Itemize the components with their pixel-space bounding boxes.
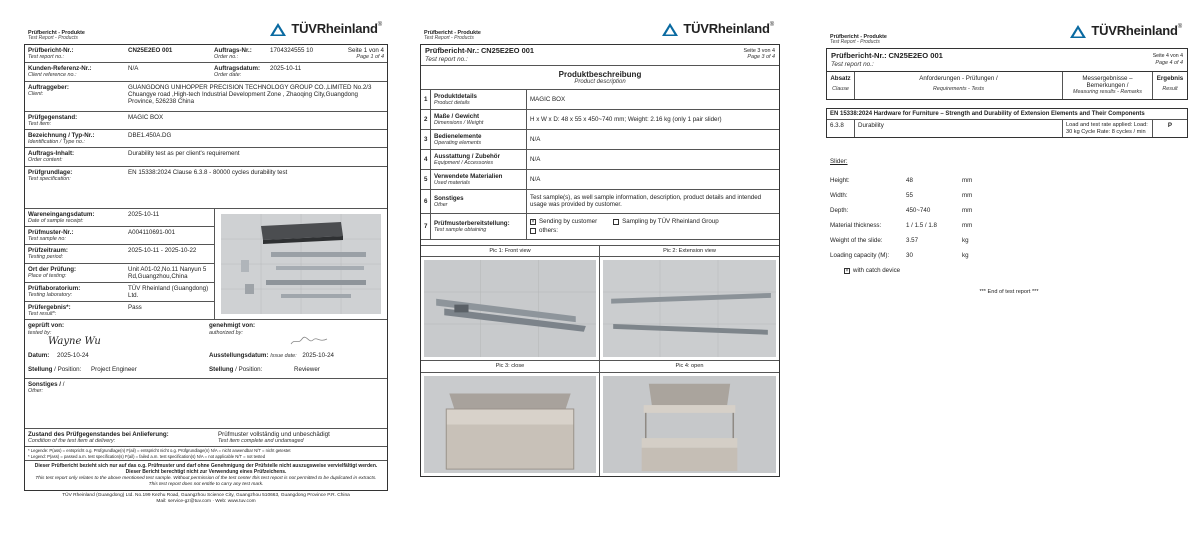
spec-unit: mm [962, 207, 973, 215]
col-clause-en: Clause [832, 86, 849, 93]
end-of-report: *** End of test report *** [979, 288, 1039, 295]
brand-name: TÜVRheinland [1091, 23, 1178, 39]
description-row [421, 90, 779, 110]
slider-spec-row [830, 203, 1188, 218]
row-number: 2 [421, 110, 431, 129]
date-label: Datum: [28, 351, 50, 359]
result-label-en: Test result*: [28, 311, 57, 318]
legend-de: * Legende: P(ass) = entspricht o.g. Prüfgrundlage(n) F(ail) = entspricht nicht o.g. Prüfgrundlage(n) N/A = nicht anwendbar N/T = nicht getestet [28, 448, 291, 454]
disclaimer-de: Dieser Prüfbericht bezieht sich nur auf das o.g. Prüfmuster und darf ohne Genehmigung der Prüfstelle nicht auszugsweise vervielfältigt werden. Dieser Bericht berechtigt nicht zur Verwendung eines Prüfzeichens. [34, 463, 378, 476]
standard-title: EN 15338:2024 Hardware for Furniture – Strength and Durability of Extension Elements and Their Components [827, 109, 1187, 121]
slider-rows [830, 173, 1188, 263]
section-title-en: Product description [574, 79, 626, 86]
other-label-en: Other: [28, 388, 43, 395]
photo-open [600, 361, 779, 475]
report-no-label-en: Test report no.: [28, 54, 65, 61]
approved-label-en: authorized by: [209, 329, 243, 336]
other-row [25, 379, 387, 429]
description-row [421, 170, 779, 190]
cover-table [24, 44, 388, 491]
photo-caption-2: Pic 2: Extension view [600, 246, 779, 257]
row-label: Sonstiges [434, 194, 464, 202]
row-label-en: Dimensions / Weight [434, 119, 484, 126]
issue-value: 2025-10-24 [302, 351, 334, 359]
client-ref-label: Kunden-Referenz-Nr.: [28, 65, 92, 73]
address: TÜV Rheinland (Guangdong) Ltd. No.199 Kezhu Road, Guangzhou Science City, Guangzhou 510663, Guangdong Province P.R. China [62, 492, 350, 498]
row-label-en: Operating elements [434, 139, 482, 146]
report-no-row [25, 45, 387, 63]
report-no-row [827, 49, 1187, 71]
report-title: Prüfbericht - Produkte [28, 30, 85, 36]
report-no-label-en: Test report no.: [425, 55, 468, 63]
spec-value: 1 / 1.5 / 1.8 [906, 222, 937, 230]
sample-value: A004110691-001 [128, 228, 176, 236]
col-requirements: Anforderungen - Prüfungen / [919, 75, 998, 83]
order-no-label-en: Order no.: [214, 54, 239, 61]
slider-spec-row [830, 233, 1188, 248]
open-view-image [603, 376, 776, 473]
row-value: MAGIC BOX [530, 95, 566, 103]
description-row [421, 110, 779, 130]
report-no: CN25E2EO 001 [480, 46, 534, 55]
client-value: GUANGDONG UNIHOPPER PRECISION TECHNOLOGY GROUP CO.,LIMITED No.2/3 Chuangye road ,High-tech Industrial Development Zone , Zhaoqing City,Guangdong Province, 526238 China [128, 83, 372, 105]
col-results: Messergebnisse – Bemerkungen / [1082, 75, 1133, 90]
item-label-en: Test item: [28, 120, 52, 127]
other-value: / [62, 380, 65, 388]
tuv-logo [269, 22, 382, 37]
issue-label: Ausstellungsdatum: [209, 351, 269, 359]
description-row [421, 150, 779, 170]
address-footer [24, 491, 388, 507]
row-number: 6 [421, 190, 431, 213]
client-ref-row [25, 63, 387, 81]
row-label-en: Used materials [434, 179, 470, 186]
item-value: MAGIC BOX [128, 113, 164, 121]
page-header [420, 18, 780, 44]
row-label: Maße / Gewicht [434, 112, 480, 120]
period-label: Prüfzeitraum: [28, 247, 68, 255]
spec-key: Depth: [830, 207, 849, 215]
slider-specs [826, 158, 1188, 295]
report-no-label: Prüfbericht-Nr.: [831, 51, 887, 60]
lab-row [25, 283, 214, 302]
report-page-1 [24, 18, 388, 546]
catch-device-label: with catch device [853, 267, 901, 275]
tuv-logo [661, 22, 774, 37]
row-value: N/A [530, 175, 541, 183]
checkbox-checked-icon: × [845, 267, 849, 274]
report-no: CN25E2EO 001 [888, 51, 943, 60]
photo-caption-4: Pic 4: open [600, 361, 779, 372]
report-no-row [421, 45, 779, 66]
row-value: H x W x D: 48 x 55 x 450~740 mm; Weight: 2.16 kg (only 1 pair slider) [530, 115, 722, 123]
checkbox-empty-icon [530, 228, 536, 234]
tested-label-en: tested by: [28, 329, 52, 336]
content-row [25, 148, 387, 166]
tuv-triangle-icon [1069, 24, 1087, 39]
receipt-row [25, 209, 214, 227]
order-date-label-en: Order date: [214, 72, 242, 79]
tested-signature: Wayne Wu [48, 335, 101, 347]
row-value: Test sample(s), as well sample information, description, product details and intended usage was provided by customer. [530, 194, 762, 209]
lab-label: Prüflaboratorium: [28, 284, 81, 292]
prov-opt2-label: Sampling by TÜV Rheinland Group [622, 218, 719, 226]
prov-option-tuv[interactable] [613, 218, 719, 225]
spec-key: Width: [830, 192, 848, 200]
remarks-value: Load and test rate applied: Load: 30 kg Cycle Rate: 8 cycles / min [1063, 120, 1153, 137]
slider-spec-row [830, 188, 1188, 203]
spec-unit: mm [962, 222, 973, 230]
spec-label: Prüfgrundlage: [28, 168, 73, 176]
sample-photo [215, 209, 387, 320]
sample-label-en: Test sample no: [28, 236, 66, 243]
report-page-3 [420, 18, 780, 546]
tuv-triangle-icon [661, 22, 679, 37]
spec-value: 48 [906, 177, 913, 185]
row-label-en: Other [434, 201, 448, 208]
lab-value: TÜV Rheinland (Guangdong) Ltd. [128, 284, 209, 299]
spec-unit: mm [962, 192, 973, 200]
description-table [420, 44, 780, 477]
sample-label: Prüfmuster-Nr.: [28, 228, 74, 236]
row-value: N/A [530, 155, 541, 163]
content-label: Auftrags-Inhalt: [28, 150, 75, 158]
legend [25, 447, 387, 461]
description-row [421, 190, 779, 214]
row-label: Bedienelemente [434, 132, 482, 140]
prov-option-customer[interactable] [530, 218, 597, 225]
client-label: Auftraggeber: [28, 83, 69, 91]
col-result: Ergebnis [1156, 75, 1184, 83]
spec-value: 450~740 [906, 207, 931, 215]
spec-row [25, 167, 387, 209]
row-label-en: Equipment / Accessories [434, 159, 494, 166]
row-label: Ausstattung / Zubehör [434, 152, 500, 160]
report-title: Prüfbericht - Produkte [424, 30, 481, 36]
page-number: Seite 3 von 4 [743, 48, 775, 54]
sample-provision-row: 7 Prüfmusterbereitstellung: Test sample obtaining × Sending by customer Sampling by TÜV Rheinland Group others: [421, 214, 779, 240]
slider-spec-row [830, 173, 1188, 188]
close-view-image [424, 376, 596, 473]
col-clause: Absatz [830, 75, 851, 83]
row-number: 3 [421, 130, 431, 149]
disclaimer-en: This test report only relates to the above mentioned test sample. Without permission of the test center this test report is not permitted to be duplicated in extracts. This test report does not entitle to carry any test mark. [35, 475, 377, 487]
sample-section [25, 209, 387, 321]
row-label: Verwendete Materialien [434, 172, 503, 180]
pos-label-2: Stellung [209, 365, 234, 373]
result-label: Prüfergebnis*: [28, 304, 71, 312]
report-title-en: Test Report - Products [28, 35, 78, 41]
section-title [421, 66, 779, 90]
spec-value: 55 [906, 192, 913, 200]
row-value: N/A [530, 135, 541, 143]
item-label: Prüfgegenstand: [28, 113, 78, 121]
col-result-en: Result [1162, 86, 1178, 93]
receipt-value: 2025-10-11 [128, 210, 160, 218]
page-number-en: Page 3 of 4 [747, 54, 775, 61]
results-header [826, 48, 1188, 72]
report-page-4 [826, 18, 1188, 546]
photo-front [421, 246, 600, 361]
col-results-en: Measuring results - Remarks [1073, 89, 1142, 96]
result-row [25, 302, 214, 319]
order-no-label: Auftrags-Nr.: [214, 47, 252, 54]
period-value: 2025-10-11 - 2025-10-22 [128, 247, 197, 255]
row-label: Produktdetails [434, 92, 477, 100]
lab-label-en: Testing laboratory: [28, 292, 73, 298]
pos-label-en-1: / Position: [54, 365, 82, 373]
receipt-label: Wareneingangsdatum: [28, 210, 95, 218]
page-header [826, 18, 1188, 46]
client-ref: N/A [128, 65, 139, 73]
row-number: 5 [421, 170, 431, 189]
content-label-en: Order content: [28, 157, 63, 164]
legend-en: * Legend: P(ass) = passed a.m. test specification(s) F(ail) = failed a.m. test specification(s) N/A = not applicable N/T = not tested [28, 453, 266, 459]
spec-unit: kg [962, 252, 969, 260]
pos-label-en-2: / Position: [235, 365, 263, 373]
position-1: Project Engineer [91, 365, 137, 373]
condition-value-en: Test item complete and undamaged [218, 438, 304, 445]
photo-caption-1: Pic 1: Front view [421, 246, 599, 257]
condition-value: Prüfmuster vollständig und unbeschädigt [218, 430, 330, 438]
ident-value: DBE1.450A.DG [128, 131, 172, 139]
row-label-en: Product details [434, 99, 470, 106]
durability-row [827, 120, 1187, 137]
spec-key: Weight of the slide: [830, 237, 883, 245]
prov-label-en: Test sample obtaining [434, 226, 487, 233]
extension-view-image [603, 260, 776, 357]
prov-opt1-label: Sending by customer [539, 218, 598, 226]
condition-label-en: Condition of the test item at delivery: [28, 438, 116, 445]
photo-close [421, 361, 600, 475]
spec-key: Loading capacity (M): [830, 252, 890, 260]
test-value: Durability [855, 120, 1063, 137]
brand-reg: ® [1177, 24, 1182, 31]
catch-device-option[interactable] [830, 267, 1188, 274]
spec-unit: kg [962, 237, 969, 245]
photo-extension [600, 246, 779, 361]
position-2: Reviewer [294, 365, 320, 373]
mail: Mail: service-gz@tuv.com · Web: www.tuv.com [156, 498, 256, 504]
results-table-header [826, 72, 1188, 99]
col-requirements-en: Requirements - Tests [932, 86, 985, 93]
condition-row [25, 429, 387, 447]
clause-value: 6.3.8 [827, 120, 855, 137]
content-value: Durability test as per client's requirement [128, 150, 240, 158]
sample-row [25, 227, 214, 245]
pos-label-1: Stellung [28, 365, 53, 373]
disclaimer [25, 461, 387, 489]
spec-unit: mm [962, 177, 973, 185]
item-row [25, 112, 387, 130]
tested-label: geprüft von: [28, 322, 65, 330]
page-number: Seite 1 von 4 [347, 47, 384, 54]
brand-reg: ® [377, 22, 382, 29]
spec-key: Material thickness: [830, 222, 882, 230]
durability-section [826, 108, 1188, 139]
front-view-image [424, 260, 596, 357]
checkbox-empty-icon [613, 219, 619, 225]
tuv-logo [1069, 24, 1182, 39]
other-label: Sonstiges / [28, 380, 62, 388]
client-ref-label-en: Client reference no.: [28, 72, 77, 79]
page-number: Seite 4 von 4 [1152, 53, 1183, 59]
report-title-en: Test Report - Products [424, 35, 474, 41]
brand-name: TÜVRheinland [291, 21, 378, 37]
order-date-label: Auftragsdatum: [214, 65, 261, 73]
description-rows [421, 90, 779, 214]
report-no: CN25E2EO 001 [128, 47, 173, 54]
issue-label-en: Issue date: [270, 352, 297, 359]
photo-caption-3: Pic 3: close [421, 361, 599, 372]
approved-signature-icon [289, 336, 329, 346]
brand-reg: ® [769, 22, 774, 29]
spec-key: Height: [830, 177, 850, 185]
report-title-en: Test Report - Products [830, 39, 880, 45]
slider-parts-image [221, 214, 381, 314]
place-value: Unit A01-02,No.11 Nanyun 5 Rd,Guangzhou,China [128, 265, 207, 280]
receipt-label-en: Date of sample receipt: [28, 217, 84, 224]
order-no: 1704324555 10 [270, 47, 314, 54]
signature-section [25, 320, 387, 378]
page-number-en: Page 4 of 4 [1155, 59, 1183, 66]
spec-value: 3.57 [906, 237, 919, 245]
prov-option-other[interactable] [530, 227, 776, 234]
place-label: Ort der Prüfung: [28, 265, 77, 273]
order-date: 2025-10-11 [270, 65, 302, 73]
slider-heading: Slider: [830, 158, 848, 166]
spec-value: EN 15338:2024 Clause 6.3.8 - 80000 cycles durability test [128, 168, 288, 176]
result-value: Pass [128, 304, 142, 312]
photo-grid [421, 246, 779, 476]
description-row [421, 130, 779, 150]
report-title: Prüfbericht - Produkte [830, 34, 887, 40]
period-label-en: Testing period: [28, 254, 64, 261]
row-number: 4 [421, 150, 431, 169]
page-number-en: Page 1 of 4 [356, 54, 384, 61]
period-row [25, 245, 214, 263]
row-number: 1 [421, 90, 431, 109]
date-value: 2025-10-24 [57, 351, 89, 359]
prov-label: Prüfmusterbereitstellung: [434, 219, 510, 227]
section-title-de: Produktbeschreibung [558, 69, 642, 79]
checkbox-checked-icon: × [531, 218, 535, 225]
ident-row [25, 130, 387, 148]
client-label-en: Client: [28, 90, 44, 97]
slider-spec-row [830, 218, 1188, 233]
ident-label-en: Identification / Type no.: [28, 139, 85, 146]
result-value: P [1167, 122, 1173, 130]
spec-value: 30 [906, 252, 913, 260]
place-label-en: Place of testing: [28, 272, 67, 279]
approved-label: genehmigt von: [209, 322, 256, 330]
client-row [25, 82, 387, 112]
condition-label: Zustand des Prüfgegenstandes bei Anlieferung: [28, 430, 169, 438]
ident-label: Bezeichnung / Typ-Nr.: [28, 131, 95, 139]
brand-name: TÜVRheinland [683, 21, 770, 37]
prov-opt3-label: others: [539, 227, 558, 235]
page-header [24, 18, 388, 44]
report-no-label-en: Test report no.: [831, 60, 874, 68]
slider-spec-row [830, 248, 1188, 263]
spec-label-en: Test specification: [28, 175, 71, 182]
place-row [25, 264, 214, 283]
report-no-label: Prüfbericht-Nr.: [28, 47, 74, 54]
report-no-label: Prüfbericht-Nr.: [425, 46, 480, 55]
tuv-triangle-icon [269, 22, 287, 37]
